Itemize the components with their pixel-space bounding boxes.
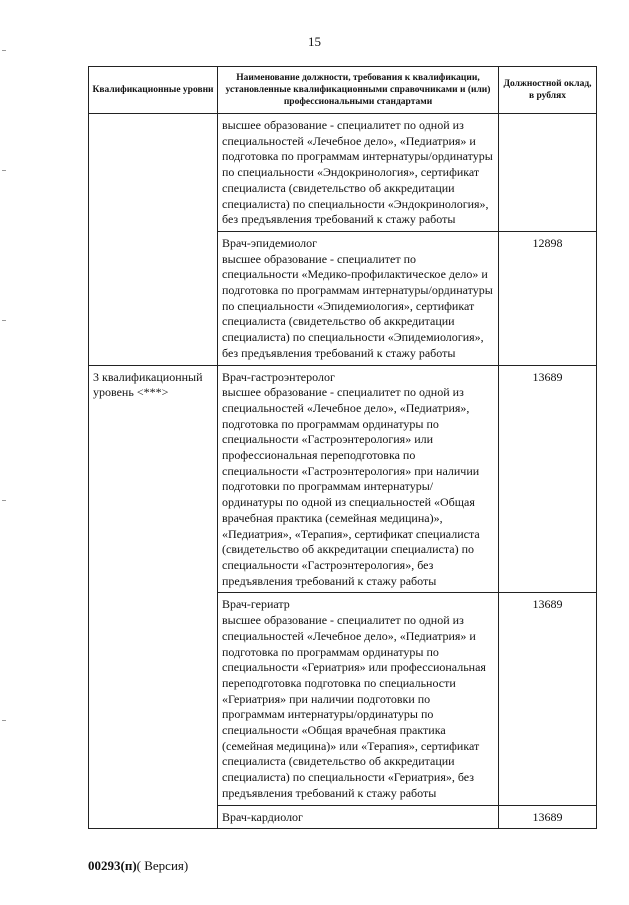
document-version (88, 858, 188, 874)
position-requirements: высшее образование - специалитет по одной из специальностей «Лечебное дело», «Педиатрия», подготовка по программам ординатуры по специальности «Гастроэнтерология» или профессиональная переподготовка по специальности «Гастроэнтерология» при наличии подготовки по программам интернатуры/ординатуры по одной из специальностей «Общая врачебная практика (семейная медицина)», «Педиатрия», «Терапия», сертификат специалиста (свидетельство об аккредитации специалиста) по специальности «Гастроэнтерология», без предъявления требований к стажу работы (222, 385, 480, 588)
level-cell: 3 квалификационный уровень <***> (89, 365, 218, 829)
table-header-row (89, 67, 597, 114)
position-title: Врач-кардиолог (222, 809, 303, 824)
version-label: ( Версия) (136, 858, 189, 873)
position-title: Врач-эпидемиолог (222, 235, 318, 250)
scan-edge-mark (2, 320, 6, 321)
position-cell (218, 114, 499, 232)
position-requirements: высшее образование - специалитет по одной из специальностей «Лечебное дело», «Педиатрия» и подготовка по программам интернатуры/ординатуры по специальности «Эндокринология», сертификат специалиста (свидетельство об аккредитации специалиста) по специальности «Эндокринология», без предъявления требований к стажу работы (222, 118, 493, 227)
scan-edge-mark (2, 500, 6, 501)
page-number: 15 (308, 34, 321, 49)
position-cell (218, 231, 499, 365)
scan-edge-mark (2, 720, 6, 721)
position-title: Врач-гериатр (222, 597, 290, 612)
scan-edge-mark (2, 50, 6, 51)
header-position: Наименование должности, требования к квалификации, установленные квалификационными справочниками и (или) профессиональными стандартами (218, 67, 499, 114)
position-requirements: высшее образование - специалитет по одной из специальностей «Лечебное дело», «Педиатрия» и подготовка по программам ординатуры по специальности «Гериатрия» или профессиональная переподготовка подготовка по специальности «Гериатрия» при наличии подготовки по программам интернатуры/ординатуры по специальности «Общая врачебная практика (семейная медицина)» или «Терапия», сертификат специалиста (свидетельство об аккредитации специалиста) по специальности «Гериатрия», без предъявления требований к стажу работы (222, 613, 486, 800)
table-row (89, 365, 597, 593)
scan-edge-mark (2, 170, 6, 171)
position-cell (218, 593, 499, 805)
document-code: 00293(п) (88, 858, 137, 873)
position-cell (218, 805, 499, 829)
salary-cell (499, 114, 597, 232)
position-requirements: высшее образование - специалитет по специальности «Медико-профилактическое дело» и подготовка по программам интернатуры/ординатуры по специальности «Эпидемиология», сертификат специалиста (свидетельство об аккредитации специалиста) по специальности «Эпидемиология», без предъявления требований к стажу работы (222, 251, 493, 360)
position-title: Врач-гастроэнтеролог (222, 369, 335, 384)
salary-cell: 13689 (499, 365, 597, 593)
table-row (89, 114, 597, 232)
header-level: Квалификационные уровни (89, 67, 218, 114)
position-cell (218, 365, 499, 593)
qualification-table (88, 66, 597, 829)
header-salary: Должностной оклад, в рублях (499, 67, 597, 114)
salary-cell: 13689 (499, 593, 597, 805)
salary-cell: 12898 (499, 231, 597, 365)
salary-cell: 13689 (499, 805, 597, 829)
level-cell (89, 114, 218, 366)
